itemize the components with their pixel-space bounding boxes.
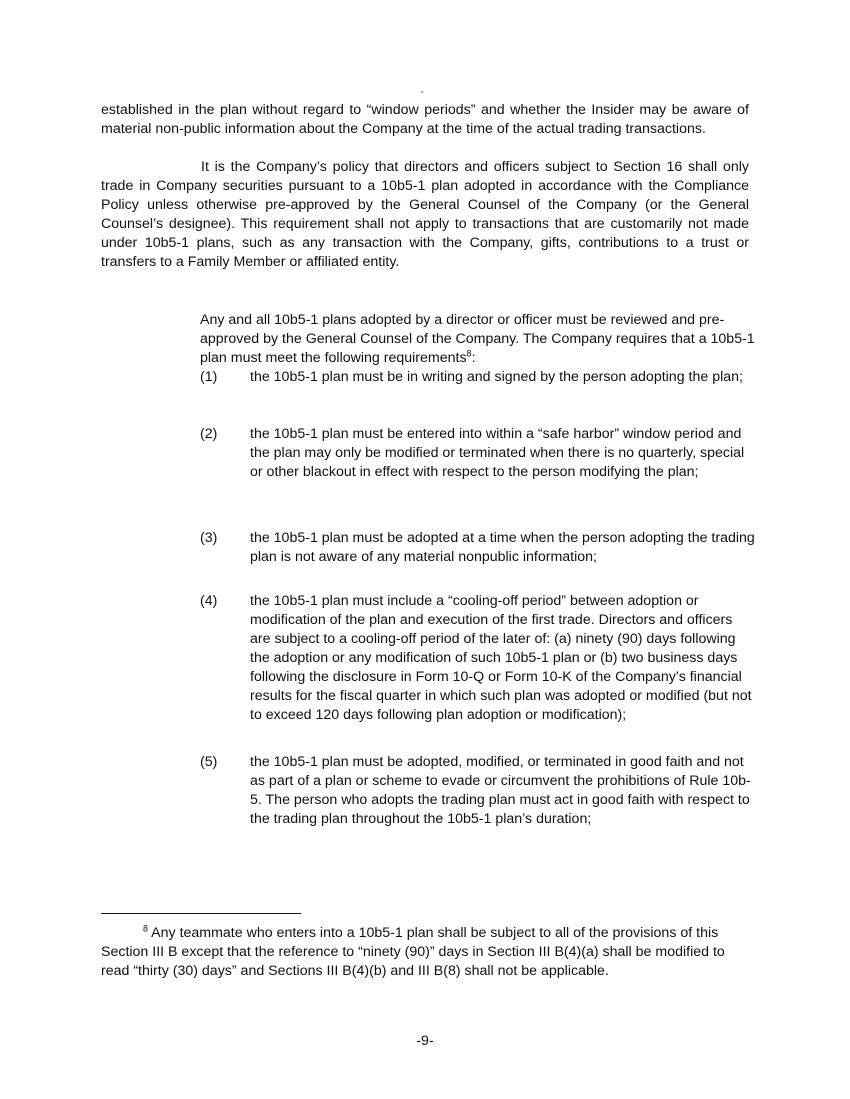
requirement-text: the 10b5-1 plan must be adopted, modified, or terminated in good faith and not as part of a plan or scheme to evade or circumvent the prohibitions of Rule 10b-5. The person who adopts the trading plan must act in good faith with respect to the trading plan throughout the 10b5-1 plan’s duration; <box>250 754 751 827</box>
paragraph-continued: established in the plan without regard to “window periods” and whether the Insider may be aware of material non-public information about the Company at the time of the actual trading transactions. <box>101 102 749 137</box>
footnote-reference: 8 <box>466 348 472 359</box>
requirement-number: (3) <box>200 530 218 546</box>
requirement-number: (2) <box>200 426 218 442</box>
requirement-text: the 10b5-1 plan must be entered into within a “safe harbor” window period and the plan may only be modified or terminated when there is no quarterly, special or other blackout in effect with respect to the person modifying the plan; <box>250 426 745 480</box>
requirement-text: the 10b5-1 plan must be in writing and signed by the person adopting the plan; <box>250 369 743 385</box>
footnote-separator <box>101 913 301 914</box>
footnote-marker: 8 <box>143 923 149 934</box>
requirement-text: the 10b5-1 plan must be adopted at a time when the person adopting the trading plan is not aware of any material nonpublic information; <box>250 530 755 565</box>
footnote <box>101 924 751 981</box>
requirements-intro-text: Any and all 10b5-1 plans adopted by a director or officer must be reviewed and pre-approved by the General Counsel of the Company. The Company requires that a 10b5-1 plan must meet the following requirements <box>200 312 755 366</box>
page-number: -9- <box>416 1033 434 1049</box>
requirement-number: (4) <box>200 593 218 609</box>
requirements-intro <box>200 311 756 368</box>
scan-dot <box>421 91 423 93</box>
paragraph-section16-policy: It is the Company’s policy that directors and officers subject to Section 16 shall only trade in Company securities pursuant to a 10b5-1 plan adopted in accordance with the Compliance Policy unless otherwise pre-approved by the General Counsel of the Company (or the General Counsel’s designee). This requirement shall not apply to transactions that are customarily not made under 10b5-1 plans, such as any transaction with the Company, gifts, contributions to a trust or transfers to a Family Member or affiliated entity. <box>101 159 749 270</box>
requirement-text: the 10b5-1 plan must include a “cooling-off period” between adoption or modification of the plan and execution of the first trade. Directors and officers are subject to a cooling-off period of the later of: (a) ninety (90) days following the adoption or any modification of such 10b5-1 plan or (b) two business days following the disclosure in Form 10-Q or Form 10-K of the Company’s financial results for the fiscal quarter in which such plan was adopted or modified (but not to exceed 120 days following plan adoption or modification); <box>250 593 752 723</box>
footnote-text: Any teammate who enters into a 10b5-1 plan shall be subject to all of the provisions of this Section III B except that the reference to “ninety (90)” days in Section III B(4)(a) shall be modified to read “thirty (30) days” and Sections III B(4)(b) and III B(8) shall not be applicable. <box>101 925 725 979</box>
requirement-number: (1) <box>200 369 218 385</box>
requirement-number: (5) <box>200 754 218 770</box>
requirements-intro-colon: : <box>471 350 476 366</box>
